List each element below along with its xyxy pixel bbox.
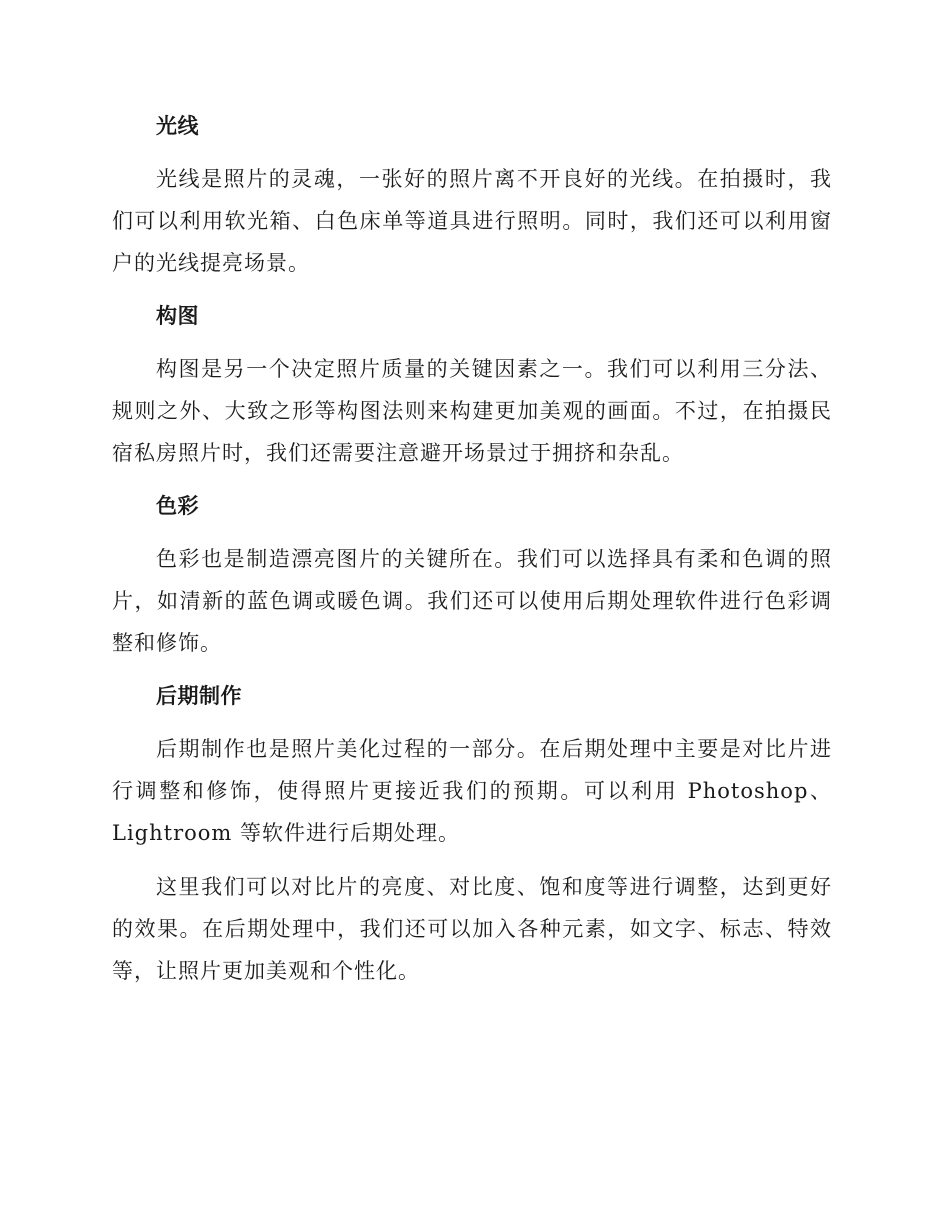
paragraph-color: 色彩也是制造漂亮图片的关键所在。我们可以选择具有柔和色调的照片，如清新的蓝色调或暖色调。我们还可以使用后期处理软件进行色彩调整和修饰。 <box>112 547 832 655</box>
paragraph-lighting: 光线是照片的灵魂，一张好的照片离不开良好的光线。在拍摄时，我们可以利用软光箱、白色床单等道具进行照明。同时，我们还可以利用窗户的光线提亮场景。 <box>112 167 832 275</box>
section-heading-post-production: 后期制作 <box>156 684 242 708</box>
document-body <box>112 106 832 992</box>
section-heading-lighting: 光线 <box>156 114 199 138</box>
section-heading-composition: 构图 <box>156 304 199 328</box>
paragraph-post-production-1: 后期制作也是照片美化过程的一部分。在后期处理中主要是对比片进行调整和修饰，使得照片更接近我们的预期。可以利用 Photoshop、Lightroom 等软件进行后期处理。 <box>112 737 832 845</box>
paragraph-composition: 构图是另一个决定照片质量的关键因素之一。我们可以利用三分法、规则之外、大致之形等构图法则来构建更加美观的画面。不过，在拍摄民宿私房照片时，我们还需要注意避开场景过于拥挤和杂乱。 <box>112 357 832 465</box>
paragraph-post-production-2: 这里我们可以对比片的亮度、对比度、饱和度等进行调整，达到更好的效果。在后期处理中，我们还可以加入各种元素，如文字、标志、特效等，让照片更加美观和个性化。 <box>112 875 832 983</box>
section-heading-color: 色彩 <box>156 494 199 518</box>
